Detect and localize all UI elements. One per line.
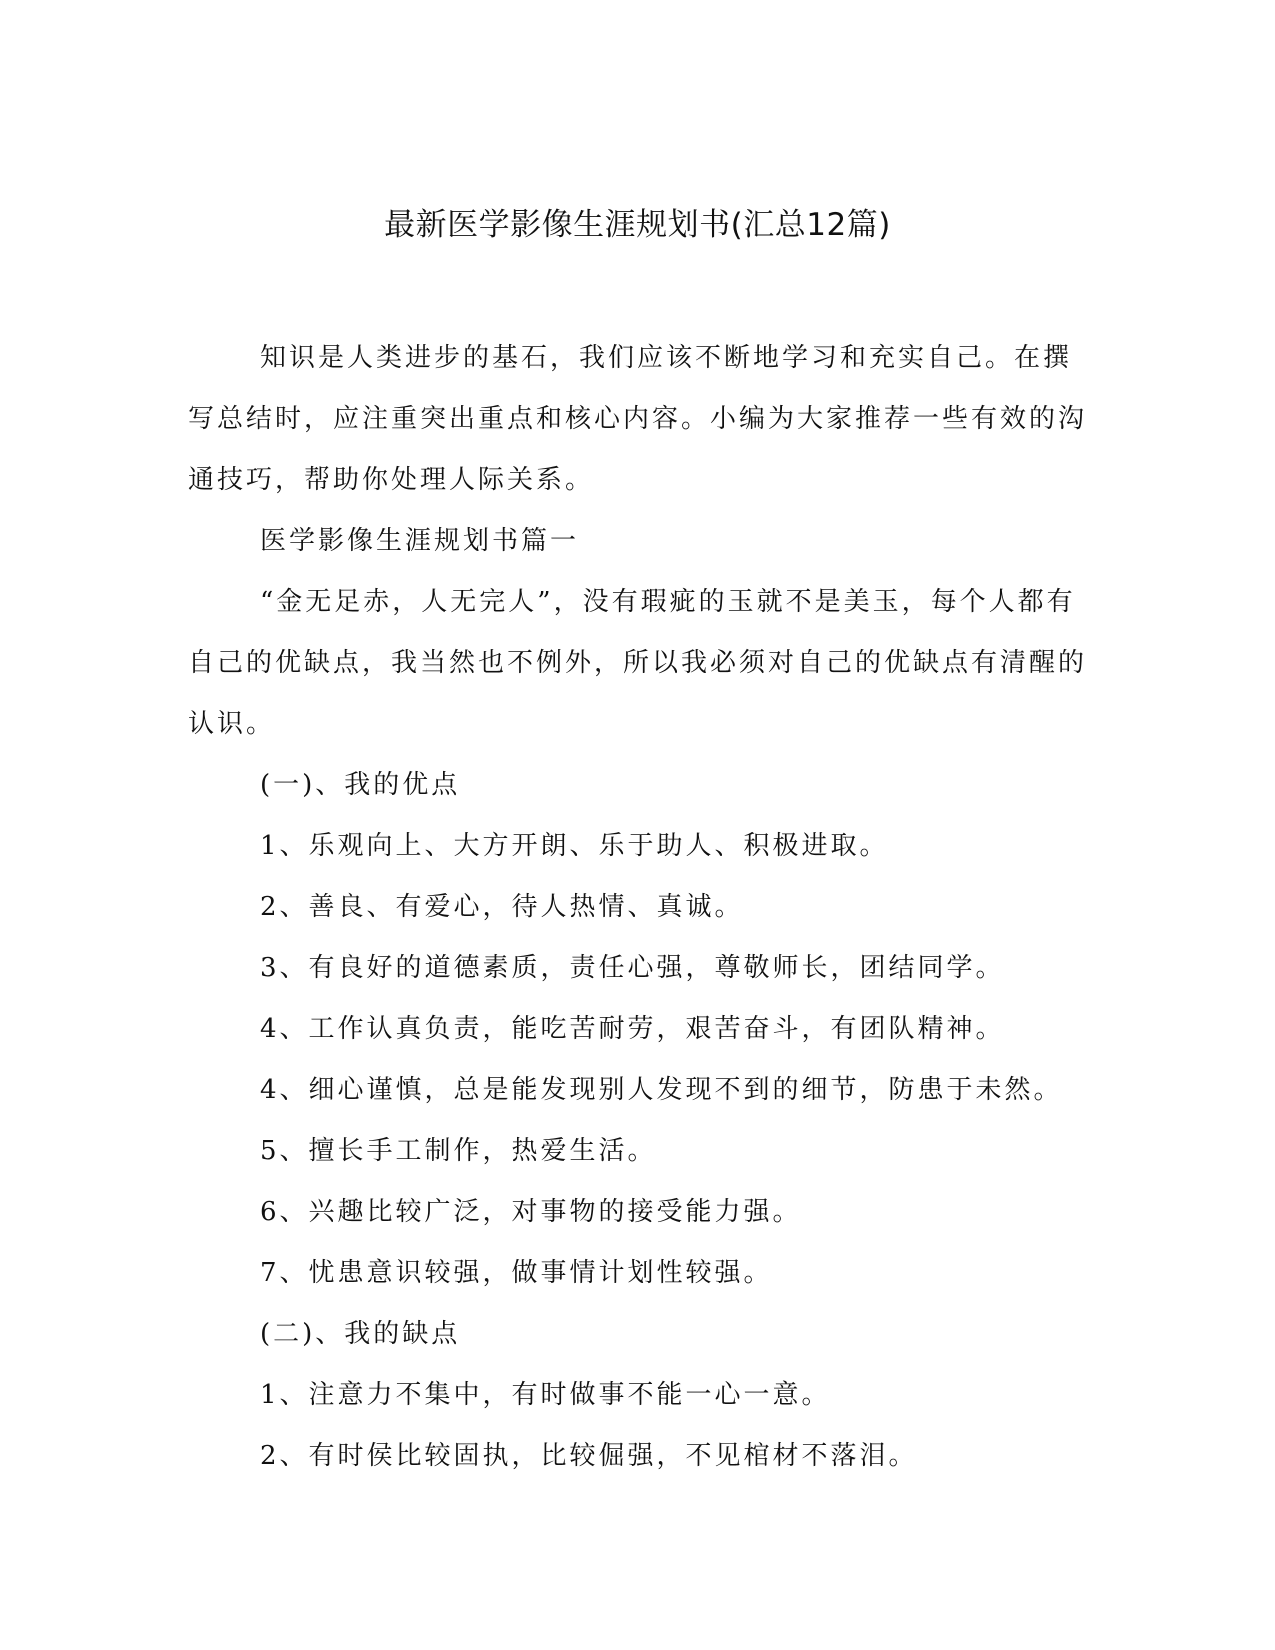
- section-title: 医学影像生涯规划书篇一: [260, 526, 580, 556]
- intro-paragraph: 知识是人类进步的基石，我们应该不断地学习和充实自己。在撰写总结时，应注重突出重点和核心内容。小编为大家推荐一些有效的沟通技巧，帮助你处理人际关系。: [188, 343, 1088, 495]
- list-item: 3、有良好的道德素质，责任心强，尊敬师长，团结同学。: [260, 953, 1005, 983]
- document-body: [188, 328, 1088, 1487]
- list-item: 2、有时侯比较固执，比较倔强，不见棺材不落泪。: [260, 1441, 918, 1471]
- list-item: 7、忧患意识较强，做事情计划性较强。: [260, 1258, 773, 1288]
- list-item: 4、工作认真负责，能吃苦耐劳，艰苦奋斗，有团队精神。: [260, 1014, 1005, 1044]
- list-item: 4、细心谨慎，总是能发现别人发现不到的细节，防患于未然。: [260, 1075, 1063, 1105]
- list-item: 1、注意力不集中，有时做事不能一心一意。: [260, 1380, 831, 1410]
- strengths-heading: (一)、我的优点: [260, 770, 461, 800]
- weaknesses-heading: (二)、我的缺点: [260, 1319, 461, 1349]
- body-paragraph: “金无足赤，人无完人”，没有瑕疵的玉就不是美玉，每个人都有自己的优缺点，我当然也不例外，所以我必须对自己的优缺点有清醒的认识。: [188, 587, 1088, 739]
- list-item: 6、兴趣比较广泛，对事物的接受能力强。: [260, 1197, 802, 1227]
- list-item: 5、擅长手工制作，热爱生活。: [260, 1136, 657, 1166]
- document-title: 最新医学影像生涯规划书(汇总12篇): [384, 207, 891, 243]
- list-item: 1、乐观向上、大方开朗、乐于助人、积极进取。: [260, 831, 889, 861]
- list-item: 2、善良、有爱心，待人热情、真诚。: [260, 892, 744, 922]
